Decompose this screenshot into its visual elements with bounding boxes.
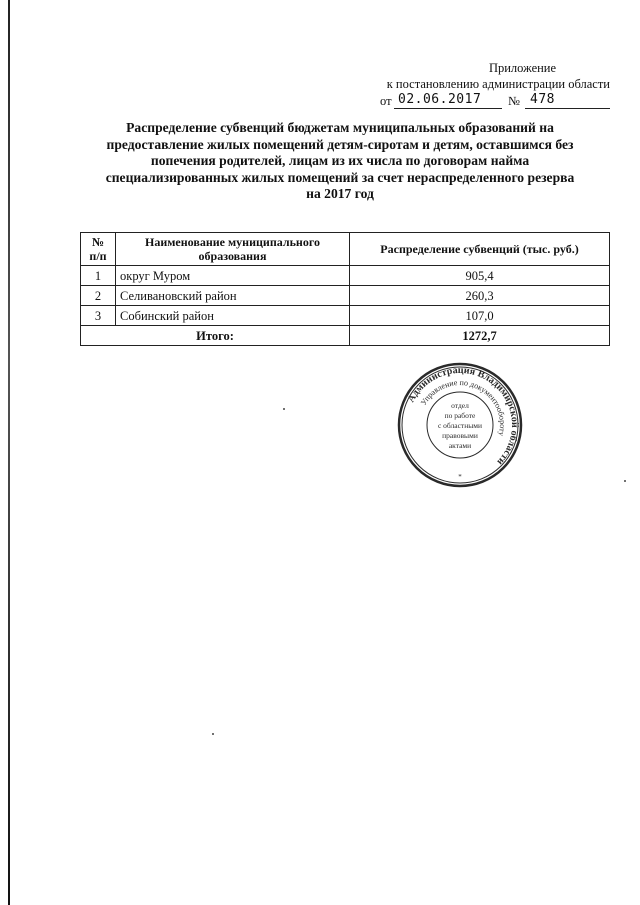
stamp-middle-text: Управление по документообороту <box>418 377 508 437</box>
scan-speck <box>624 480 626 482</box>
scan-page-edge <box>8 0 10 905</box>
row-value: 260,3 <box>350 286 610 306</box>
date-underline <box>394 108 502 109</box>
annex-date-number-line <box>380 93 610 109</box>
total-label: Итого: <box>81 326 350 346</box>
stamp-center-line: отдел <box>451 401 469 410</box>
title-line: предоставление жилых помещений детям-сиротам и детям, оставшимся без <box>106 136 574 152</box>
title-line: попечения родителей, лицам из их числа по договорам найма <box>150 153 530 168</box>
stamp-star-icon: * <box>458 473 462 481</box>
header-num: № п/п <box>81 233 116 266</box>
stamp-center-line: с областными <box>437 421 483 430</box>
stamp-outer-text: Администрация Владимирской области <box>405 364 521 468</box>
row-num: 1 <box>81 266 116 286</box>
row-name: Селивановский район <box>116 286 350 306</box>
total-value: 1272,7 <box>350 326 610 346</box>
stamp-center-line: правовыми <box>442 431 478 440</box>
row-num: 2 <box>81 286 116 306</box>
table-row <box>81 266 610 286</box>
official-stamp <box>397 362 523 488</box>
row-name: округ Муром <box>116 266 350 286</box>
number-underline <box>525 108 610 109</box>
annex-resolution: к постановлению администрации области <box>386 77 610 91</box>
date-prefix: от <box>380 94 392 108</box>
row-value: 107,0 <box>350 306 610 326</box>
table-header-row <box>81 233 610 266</box>
title-line: специализированных жилых помещений за счет нераспределенного резерва <box>105 169 575 185</box>
table-row <box>81 286 610 306</box>
table-total-row <box>81 326 610 346</box>
header-name: Наименование муниципального образования <box>116 233 350 266</box>
table-row <box>81 306 610 326</box>
row-name: Собинский район <box>116 306 350 326</box>
number-value: 478 <box>530 92 555 107</box>
subvention-table <box>80 232 610 346</box>
annex-heading: Приложение <box>488 61 557 75</box>
stamp-center-line: по работе <box>444 411 476 420</box>
number-prefix: № <box>508 94 520 108</box>
row-num: 3 <box>81 306 116 326</box>
date-value: 02.06.2017 <box>398 92 482 107</box>
title-line: Распределение субвенций бюджетам муниципальных образований на <box>126 120 554 135</box>
scan-speck <box>212 733 214 735</box>
scan-speck <box>283 408 285 410</box>
stamp-center-line: актами <box>448 441 472 450</box>
title-line: на 2017 год <box>306 186 374 201</box>
annex-header <box>380 60 610 109</box>
document-title <box>70 120 610 203</box>
row-value: 905,4 <box>350 266 610 286</box>
header-value: Распределение субвенций (тыс. руб.) <box>350 233 610 266</box>
